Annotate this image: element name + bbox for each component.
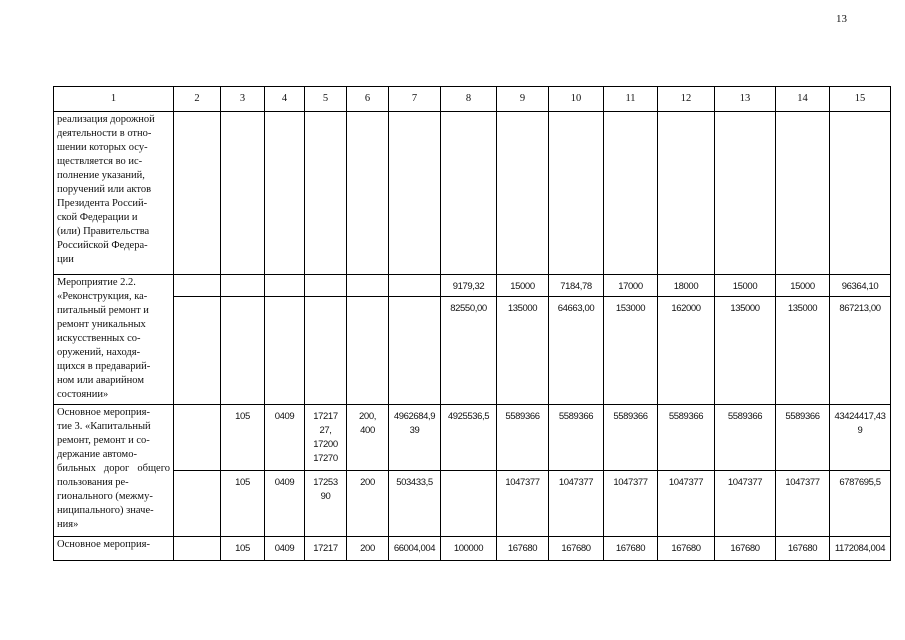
table-cell: 96364,10 — [830, 275, 891, 297]
table-cell: 5589366 — [604, 405, 658, 471]
table-cell: 15000 — [715, 275, 776, 297]
table-cell: 17217 — [305, 537, 347, 561]
table-cell: 15000 — [497, 275, 549, 297]
table-cell: 1172084,004 — [830, 537, 891, 561]
table-cell: 17253 90 — [305, 471, 347, 537]
column-header: 5 — [305, 87, 347, 112]
table-cell: 66004,004 — [389, 537, 441, 561]
column-header: 1 — [54, 87, 174, 112]
table-cell: 135000 — [715, 297, 776, 405]
table-cell: 4962684,9 39 — [389, 405, 441, 471]
table-cell: 167680 — [776, 537, 830, 561]
table-row — [54, 471, 891, 537]
column-header: 3 — [221, 87, 265, 112]
column-header: 11 — [604, 87, 658, 112]
table-row — [54, 297, 891, 405]
table-cell — [265, 275, 305, 297]
table-cell — [389, 275, 441, 297]
column-header: 4 — [265, 87, 305, 112]
table-cell: 43424417,43 9 — [830, 405, 891, 471]
table-cell: 5589366 — [715, 405, 776, 471]
column-header: 9 — [497, 87, 549, 112]
column-header: 2 — [174, 87, 221, 112]
row-description: Основное мероприя- тие 3. «Капитальный ремонт, ремонт и со- держание автомо- бильных дорог общего пользования ре- гионального (межму- ниципального) значе- ния» — [54, 405, 174, 537]
table-cell — [174, 537, 221, 561]
table-cell: 9179,32 — [441, 275, 497, 297]
table-cell — [347, 297, 389, 405]
table-cell: 167680 — [658, 537, 715, 561]
column-header: 15 — [830, 87, 891, 112]
table-cell — [441, 471, 497, 537]
table-cell — [389, 297, 441, 405]
row-description: Основное мероприя- — [54, 537, 174, 561]
table-cell: 6787695,5 — [830, 471, 891, 537]
table-cell: 15000 — [776, 275, 830, 297]
header-row — [54, 87, 891, 112]
table-cell: 1047377 — [604, 471, 658, 537]
table-cell — [221, 297, 265, 405]
table-cell: 200, 400 — [347, 405, 389, 471]
column-header: 14 — [776, 87, 830, 112]
table-row — [54, 537, 891, 561]
table-cell: 5589366 — [549, 405, 604, 471]
row-description: Мероприятие 2.2. «Реконструкция, ка- питальный ремонт и ремонт уникальных искусственных со- оружений, находя- щихся в предаварий- ном или аварийном состоянии» — [54, 275, 174, 405]
table-cell: 135000 — [776, 297, 830, 405]
column-header: 12 — [658, 87, 715, 112]
table-cell: 105 — [221, 405, 265, 471]
table-cell: 167680 — [715, 537, 776, 561]
table-cell: 200 — [347, 537, 389, 561]
table-cell: 167680 — [549, 537, 604, 561]
table-cell: 1047377 — [658, 471, 715, 537]
table-cell: 82550,00 — [441, 297, 497, 405]
table-cell: 0409 — [265, 471, 305, 537]
table-cell — [221, 275, 265, 297]
table-row — [54, 112, 891, 275]
table-row — [54, 275, 891, 297]
table-cell: 167680 — [604, 537, 658, 561]
table-cell — [265, 297, 305, 405]
table-cell — [305, 275, 347, 297]
table-cell: 1047377 — [549, 471, 604, 537]
table-cell: 0409 — [265, 405, 305, 471]
table-cell: 17217 27, 17200 17270 — [305, 405, 347, 471]
table-cell: 503433,5 — [389, 471, 441, 537]
column-header: 13 — [715, 87, 776, 112]
table-cell — [174, 275, 221, 297]
table-cell — [174, 297, 221, 405]
table-cell — [305, 297, 347, 405]
table-cell: 5589366 — [776, 405, 830, 471]
column-header: 8 — [441, 87, 497, 112]
column-header: 10 — [549, 87, 604, 112]
table-cell: 1047377 — [715, 471, 776, 537]
table-cell: 7184,78 — [549, 275, 604, 297]
table-cell: 105 — [221, 471, 265, 537]
data-table — [53, 86, 891, 561]
table-cell: 5589366 — [497, 405, 549, 471]
table-cell — [174, 405, 221, 471]
table-cell: 1047377 — [497, 471, 549, 537]
column-header: 6 — [347, 87, 389, 112]
table-cell: 162000 — [658, 297, 715, 405]
column-header: 7 — [389, 87, 441, 112]
table-cell: 18000 — [658, 275, 715, 297]
page-number: 13 — [836, 13, 847, 25]
table-cell: 0409 — [265, 537, 305, 561]
table-cell: 100000 — [441, 537, 497, 561]
table-cell: 5589366 — [658, 405, 715, 471]
table-cell: 64663,00 — [549, 297, 604, 405]
table-cell: 867213,00 — [830, 297, 891, 405]
table-cell: 167680 — [497, 537, 549, 561]
table-cell: 200 — [347, 471, 389, 537]
table-cell: 105 — [221, 537, 265, 561]
table-cell: 17000 — [604, 275, 658, 297]
table-cell — [174, 471, 221, 537]
table-cell: 1047377 — [776, 471, 830, 537]
table-cell: 135000 — [497, 297, 549, 405]
table-cell — [347, 275, 389, 297]
table-row — [54, 405, 891, 471]
table-cell: 153000 — [604, 297, 658, 405]
row-description: реализация дорожной деятельности в отно- шении которых осу- ществляется во ис- полнение указаний, поручений или актов Президента Россий- ской Федерации и (или) Правительства Российской Федера- ции — [54, 112, 174, 275]
table-cell: 4925536,5 — [441, 405, 497, 471]
